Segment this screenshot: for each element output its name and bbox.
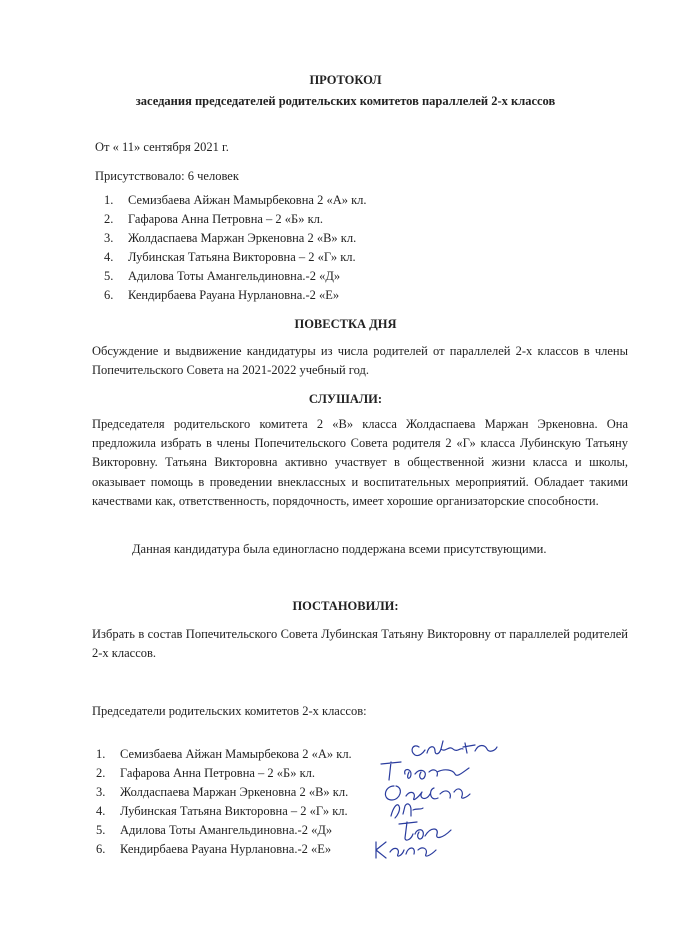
resolved-text: Избрать в состав Попечительского Совета Лубинская Татьяну Викторовну от параллелей родителей 2-х классов. (92, 627, 628, 661)
signer-list (96, 745, 352, 859)
signature-6 (370, 838, 440, 862)
support-statement: Данная кандидатура была единогласно поддержана всеми присутствующими. (132, 542, 547, 556)
document-title: ПРОТОКОЛ (309, 73, 382, 87)
resolved-heading: ПОСТАНОВИЛИ: (292, 599, 399, 613)
list-item: 6. Кендирбаева Рауана Нурлановна.-2 «Е» (104, 288, 340, 302)
list-item: 3. Жолдаспаева Маржан Эркеновна 2 «В» кл. (104, 231, 357, 245)
list-item: 2. Гафарова Анна Петровна – 2 «Б» кл. (104, 212, 324, 226)
meeting-date: От « 11» сентября 2021 г. (95, 140, 229, 154)
list-item: 4. Лубинская Татьяна Викторовна – 2 «Г» кл. (96, 804, 348, 818)
signatures-label: Председатели родительских комитетов 2-х классов: (92, 704, 367, 718)
list-item: 3. Жолдаспаева Маржан Эркеновна 2 «В» кл. (96, 785, 349, 799)
attendee-list (104, 191, 367, 305)
heard-heading: СЛУШАЛИ: (308, 392, 383, 406)
list-item: 5. Адилова Тоты Амангельдиновна.-2 «Д» (104, 269, 341, 283)
agenda-heading: ПОВЕСТКА ДНЯ (294, 317, 397, 331)
list-item: 6. Кендирбаева Рауана Нурлановна.-2 «Е» (96, 842, 332, 856)
list-item: 5. Адилова Тоты Амангельдиновна.-2 «Д» (96, 823, 333, 837)
document-subtitle: заседания председателей родительских комитетов параллелей 2-х классов (135, 94, 556, 108)
list-item: 2. Гафарова Анна Петровна – 2 «Б» кл. (96, 766, 316, 780)
signature-4 (385, 798, 425, 820)
list-item: 4. Лубинская Татьяна Викторовна – 2 «Г» кл. (104, 250, 356, 264)
list-item: 1. Семизбаева Айжан Мамырбековна 2 «А» кл. (104, 193, 367, 207)
attendance-count: Присутствовало: 6 человек (95, 169, 239, 183)
agenda-text: Обсуждение и выдвижение кандидатуры из числа родителей от параллелей 2-х классов в члены Попечительского Совета на 2021-2022 учебный год. (92, 344, 628, 378)
heard-text: Председателя родительского комитета 2 «В» класса Жолдаспаева Маржан Эркеновна. Она предложила избрать в члены Попечительского Совета родителя 2 «Г» класса Лубинскую Татьяну Викторовну. Татьяна Викторовна активно участвует в общественной жизни класса и школы, оказывает помощь в проведении внеклассных и воспитательных мероприятий. Обладает такими качествами как, ответственность, порядочность, имеет хорошие организаторские способности. (92, 417, 628, 508)
list-item: 1. Семизбаева Айжан Мамырбекова 2 «А» кл. (96, 747, 352, 761)
